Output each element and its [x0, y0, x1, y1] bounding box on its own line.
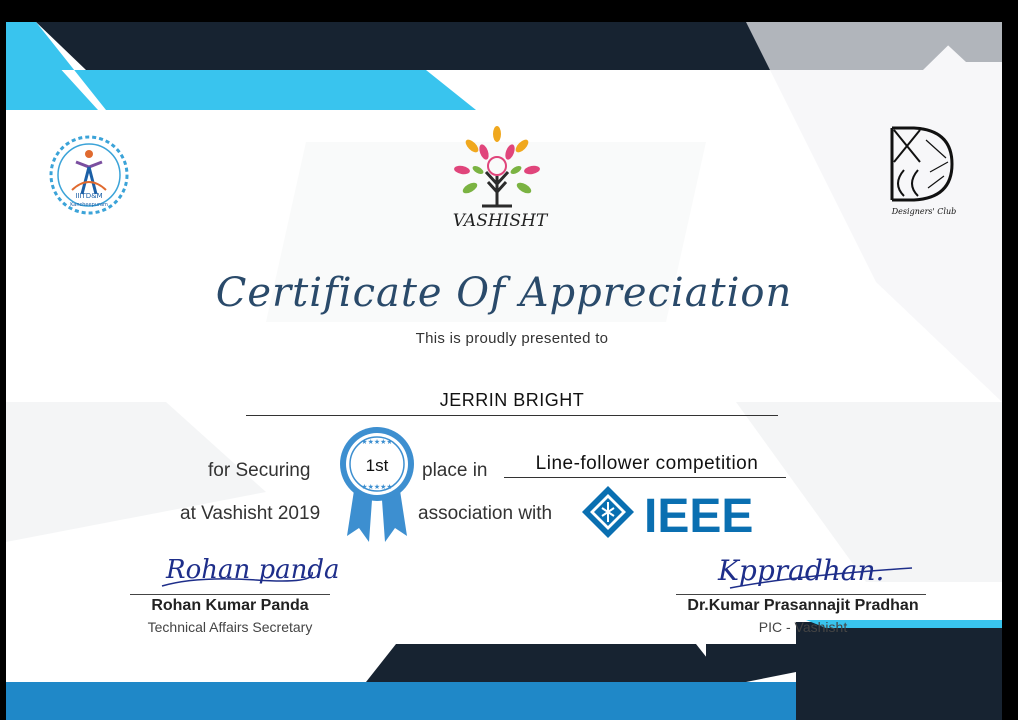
ieee-logo: [580, 484, 772, 543]
right-signatory-role: PIC - Vashisht: [758, 619, 848, 635]
rank-text: 1st: [365, 456, 389, 475]
bottom-right-dark-corner: [796, 622, 1002, 720]
designers-club-logo: [884, 122, 960, 218]
iiitdm-logo: [48, 134, 130, 216]
recipient-name: JERRIN BRIGHT: [439, 390, 585, 410]
right-signature-line: [676, 594, 926, 595]
competition-underline: [504, 477, 786, 478]
bottom-dark-band: [366, 644, 726, 682]
iiitdm-logo-text: IIITD&M: [75, 192, 103, 200]
left-signature-handwriting: [156, 546, 340, 594]
for-securing-text: for Securing: [208, 460, 311, 481]
svg-text:★★★★★: ★★★★★: [361, 483, 393, 491]
right-signature-scribble: Kppradhan.: [718, 554, 885, 587]
left-signature-scribble: Rohan panda: [166, 555, 340, 585]
recipient-underline: [246, 415, 778, 416]
certificate: [6, 22, 1002, 720]
right-signature-handwriting: [712, 538, 912, 594]
iiitdm-logo-subtext: Kancheepuram: [70, 202, 108, 208]
right-signatory-name: Dr.Kumar Prasannajit Pradhan: [687, 597, 919, 614]
svg-text:★★★★★: ★★★★★: [361, 438, 393, 446]
designers-club-logo-text: Designers' Club: [891, 207, 957, 216]
left-signatory-name: Rohan Kumar Panda: [151, 597, 309, 614]
left-signature-line: [130, 594, 330, 595]
certificate-title: Certificate Of Appreciation: [215, 270, 793, 316]
association-text: association with: [418, 503, 553, 524]
vashisht-logo-text: VASHISHT: [452, 211, 548, 231]
event-text: at Vashisht 2019: [180, 503, 321, 524]
competition-name: Line-follower competition: [535, 453, 759, 474]
rank-rosette: [339, 426, 415, 544]
place-in-text: place in: [422, 460, 488, 481]
ieee-logo-text: IEEE: [644, 490, 754, 543]
vashisht-logo: [442, 122, 552, 234]
bottom-dark-notch: [706, 644, 796, 682]
presented-to-text: This is proudly presented to: [415, 330, 609, 347]
left-signatory-role: Technical Affairs Secretary: [147, 619, 313, 635]
